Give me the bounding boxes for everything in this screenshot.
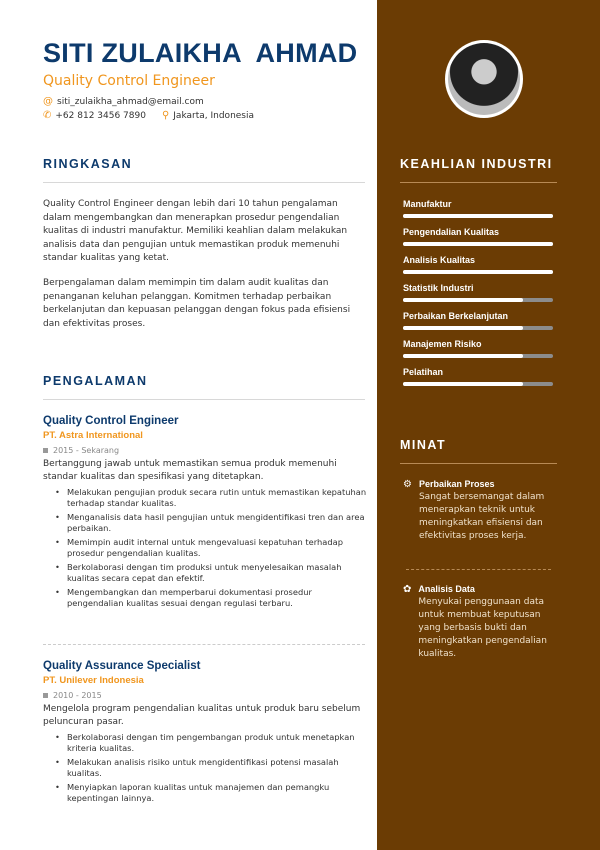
job-company: PT. Unilever Indonesia xyxy=(43,675,144,686)
job-dates: 2010 - 2015 xyxy=(43,691,368,700)
skill-bar-fill xyxy=(403,298,523,302)
skill-label: Manajemen Risiko xyxy=(403,339,482,349)
calendar-icon xyxy=(43,693,48,698)
experience-heading: PENGALAMAN xyxy=(43,374,148,388)
profile-photo xyxy=(445,40,523,118)
skill-bar-fill xyxy=(403,270,553,274)
location: Jakarta, Indonesia xyxy=(173,110,255,121)
job-entry xyxy=(43,415,368,609)
skill-bar xyxy=(403,298,553,302)
list-item: • Menyiapkan laporan kualitas untuk manajemen dan pemangku kepentingan lainnya. xyxy=(55,782,368,804)
skill-bar xyxy=(403,214,553,218)
list-item: • Melakukan analisis risiko untuk mengidentifikasi potensi masalah kualitas. xyxy=(55,757,368,779)
divider xyxy=(43,644,365,645)
skill-bar xyxy=(403,270,553,274)
list-item: • Berkolaborasi dengan tim pengembangan produk untuk menetapkan kriteria kualitas. xyxy=(55,732,368,754)
divider xyxy=(400,463,557,464)
skill-label: Analisis Kualitas xyxy=(403,255,476,265)
job-description: Bertanggung jawab untuk memastikan semua produk memenuhi standar kualitas dan spesifikasi yang ditetapkan. xyxy=(43,459,337,482)
skill-bar xyxy=(403,382,553,386)
divider xyxy=(406,569,551,570)
job-dates: 2015 - Sekarang xyxy=(43,446,368,455)
summary-paragraph: Berpengalaman dalam memimpin tim dalam audit kualitas dan penanganan keluhan pelanggan. Komitmen terhadap perbaikan berkelanjutan dan kepuasan pelanggan dengan fokus pada efisiensi dan efektivitas proses. xyxy=(43,278,351,329)
divider xyxy=(400,182,557,183)
skill-label: Manufaktur xyxy=(403,199,452,209)
list-item: • Memimpin audit internal untuk mengevaluasi kepatuhan terhadap prosedur pengendalian kualitas. xyxy=(55,537,368,559)
skill-bar-fill xyxy=(403,354,523,358)
list-item: • Melakukan pengujian produk secara rutin untuk memastikan kepatuhan terhadap standar kualitas. xyxy=(55,487,368,509)
list-item: • Mengembangkan dan memperbarui dokumentasi prosedur pengendalian kualitas sesuai dengan regulasi terbaru. xyxy=(55,587,368,609)
list-item: • Berkolaborasi dengan tim produksi untuk menyelesaikan masalah kualitas secara cepat dan efektif. xyxy=(55,562,368,584)
at-icon: @ xyxy=(43,96,53,107)
skill-bar xyxy=(403,354,553,358)
skills-heading: KEAHLIAN INDUSTRI xyxy=(400,157,553,171)
job-title: Quality Control Engineer xyxy=(43,415,179,427)
skill-item xyxy=(403,255,553,274)
divider xyxy=(43,182,365,183)
interest-description: Menyukai penggunaan data untuk membuat keputusan yang berbasis bukti dan meningkatkan pengendalian kualitas. xyxy=(418,597,547,659)
skill-item xyxy=(403,339,553,358)
job-company: PT. Astra International xyxy=(43,430,143,441)
full-name: SITI ZULAIKHA AHMAD xyxy=(43,38,358,68)
skill-label: Pelatihan xyxy=(403,367,444,377)
phone-location-line xyxy=(43,110,254,121)
phone-icon: ✆ xyxy=(43,110,52,121)
job-bullets xyxy=(55,732,368,804)
job-bullets xyxy=(55,487,368,609)
skill-bar-fill xyxy=(403,326,523,330)
job-role: Quality Control Engineer xyxy=(43,73,215,89)
skill-bar xyxy=(403,242,553,246)
interest-item xyxy=(403,479,553,543)
interest-title: Perbaikan Proses xyxy=(418,479,495,489)
summary-paragraph: Quality Control Engineer dengan lebih dari 10 tahun pengalaman dalam mengembangkan dan menerapkan prosedur pengendalian kualitas di industri manufaktur. Memiliki keahlian dalam melakukan analisis data dan pengujian untuk memastikan produk memenuhi standar kualitas yang ketat. xyxy=(43,199,348,263)
calendar-icon xyxy=(43,448,48,453)
list-item: • Menganalisis data hasil pengujian untuk mengidentifikasi tren dan area perbaikan. xyxy=(55,512,368,534)
email[interactable]: siti_zulaikha_ahmad@email.com xyxy=(57,96,204,107)
gear-icon: ⚙ xyxy=(403,479,412,490)
interests-heading: MINAT xyxy=(400,438,447,452)
job-entry xyxy=(43,660,368,804)
skill-item xyxy=(403,367,553,386)
email-line xyxy=(43,96,204,107)
skill-bar-fill xyxy=(403,382,523,386)
skill-item xyxy=(403,227,553,246)
summary-heading: RINGKASAN xyxy=(43,157,133,171)
interest-title: Analisis Data xyxy=(418,584,475,594)
job-title: Quality Assurance Specialist xyxy=(43,660,201,672)
skill-item xyxy=(403,199,553,218)
divider xyxy=(43,399,365,400)
skill-item xyxy=(403,311,553,330)
phone: +62 812 3456 7890 xyxy=(55,110,146,121)
skill-bar-fill xyxy=(403,242,553,246)
skill-label: Pengendalian Kualitas xyxy=(403,227,500,237)
brain-icon: ✿ xyxy=(403,584,412,595)
skill-bar-fill xyxy=(403,214,553,218)
skill-label: Statistik Industri xyxy=(403,283,474,293)
interest-description: Sangat bersemangat dalam menerapkan teknik untuk meningkatkan efisiensi dan efektivitas proses kerja. xyxy=(418,492,545,541)
interest-item xyxy=(403,584,553,661)
skill-bar xyxy=(403,326,553,330)
job-description: Mengelola program pengendalian kualitas untuk produk baru sebelum peluncuran pasar. xyxy=(43,704,361,727)
skill-item xyxy=(403,283,553,302)
skill-label: Perbaikan Berkelanjutan xyxy=(403,311,509,321)
sidebar xyxy=(377,0,600,850)
location-pin-icon: ⚲ xyxy=(161,110,170,121)
